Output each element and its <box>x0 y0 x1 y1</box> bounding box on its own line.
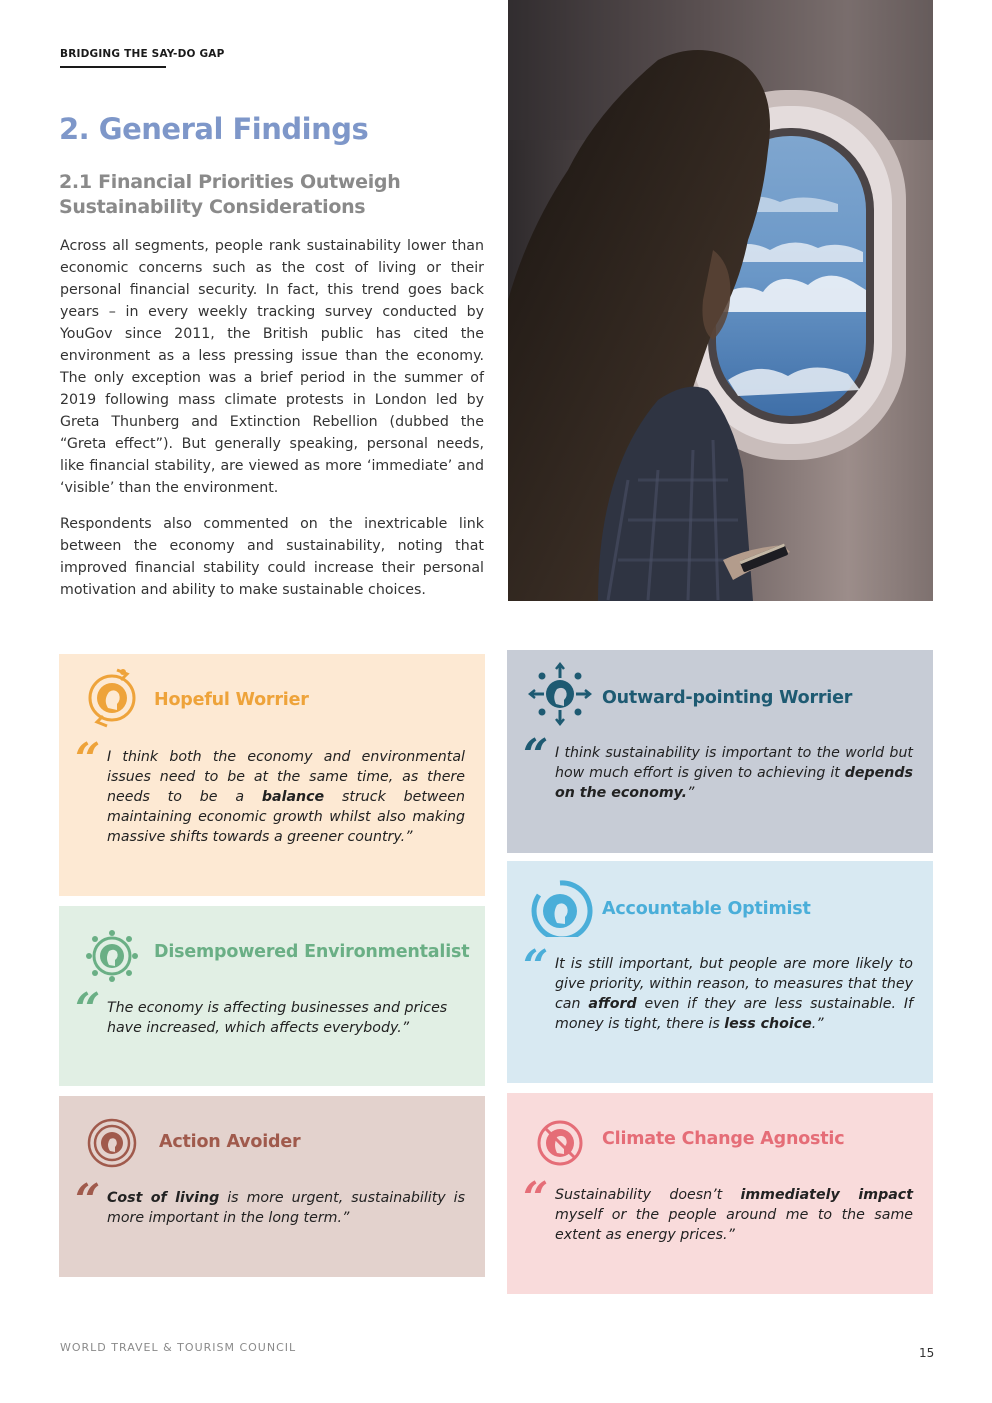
quote-mark-icon: “ <box>75 1175 101 1226</box>
segment-title: Hopeful Worrier <box>154 690 309 710</box>
segment-quote: I think both the economy and environmental issues need to be at the same time, as there needs to be a balance struck between maintaining economic growth whilst also making massive shifts towards a greener country.” <box>107 749 465 845</box>
page-title: 2. General Findings <box>59 112 369 146</box>
quote-mark-icon: “ <box>75 734 101 785</box>
quote-mark-icon: “ <box>75 984 101 1035</box>
segment-title: Climate Change Agnostic <box>602 1129 845 1149</box>
segment-card-climate-change-agnostic <box>507 1093 933 1294</box>
segment-quote: It is still important, but people are more likely to give priority, within reason, to measures that they can afford even if they are less sustainable. If money is tight, there is less choice.” <box>555 956 914 1032</box>
segment-quote: The economy is affecting businesses and prices have increased, which affects everybody.” <box>107 1000 448 1036</box>
header-label: BRIDGING THE SAY-DO GAP <box>60 48 225 60</box>
page-number: 15 <box>919 1346 935 1360</box>
outward-pointing-worrier-icon <box>527 660 593 726</box>
segment-card-outward-pointing-worrier <box>507 650 933 853</box>
body-paragraph-2: Respondents also commented on the inextricable link between the economy and sustainability, noting that improved financial stability could increase their personal motivation and ability to make sustainable choices. <box>60 516 484 598</box>
body-paragraph-1: Across all segments, people rank sustainability lower than economic concerns such as the cost of living or their personal financial security. In fact, this trend goes back years – in every weekly tracking survey conducted by YouGov since 2011, the British public has cited the environment as a less pressing issue than the economy. The only exception was a brief period in the summer of 2019 following mass climate protests in London led by Greta Thunberg and Extinction Rebellion (dubbed the “Greta effect”). But generally speaking, personal needs, like financial stability, are viewed as more ‘immediate’ and ‘visible’ than the environment. <box>60 238 484 496</box>
segment-card-disempowered-environmentalist <box>59 906 485 1086</box>
quote-mark-icon: “ <box>523 730 549 781</box>
segment-card-accountable-optimist <box>507 861 933 1083</box>
climate-change-agnostic-icon <box>527 1103 593 1169</box>
airplane-window-photo <box>508 0 933 601</box>
segment-quote: I think sustainability is important to the world but how much effort is given to achieving it depends on the economy.” <box>555 745 913 801</box>
segment-card-action-avoider <box>59 1096 485 1277</box>
hopeful-worrier-icon <box>79 664 145 730</box>
segment-title: Disempowered Environmentalist <box>154 942 470 962</box>
quote-mark-icon: “ <box>523 941 549 992</box>
segment-card-hopeful-worrier <box>59 654 485 896</box>
segment-title: Outward-pointing Worrier <box>602 688 853 708</box>
footer-organization: WORLD TRAVEL & TOURISM COUNCIL <box>60 1341 297 1354</box>
section-subtitle: 2.1 Financial Priorities Outweigh Sustainability Considerations <box>59 171 401 218</box>
action-avoider-icon <box>79 1106 145 1172</box>
segment-title: Action Avoider <box>159 1132 301 1152</box>
segment-quote: Cost of living is more urgent, sustainability is more important in the long term.” <box>107 1190 466 1226</box>
quote-mark-icon: “ <box>523 1173 549 1224</box>
segment-title: Accountable Optimist <box>602 899 811 919</box>
accountable-optimist-icon <box>527 871 593 937</box>
disempowered-environmentalist-icon <box>79 916 145 982</box>
header-rule <box>60 66 166 68</box>
segment-quote: Sustainability doesn’t immediately impact myself or the people around me to the same extent as energy prices.” <box>555 1187 913 1243</box>
